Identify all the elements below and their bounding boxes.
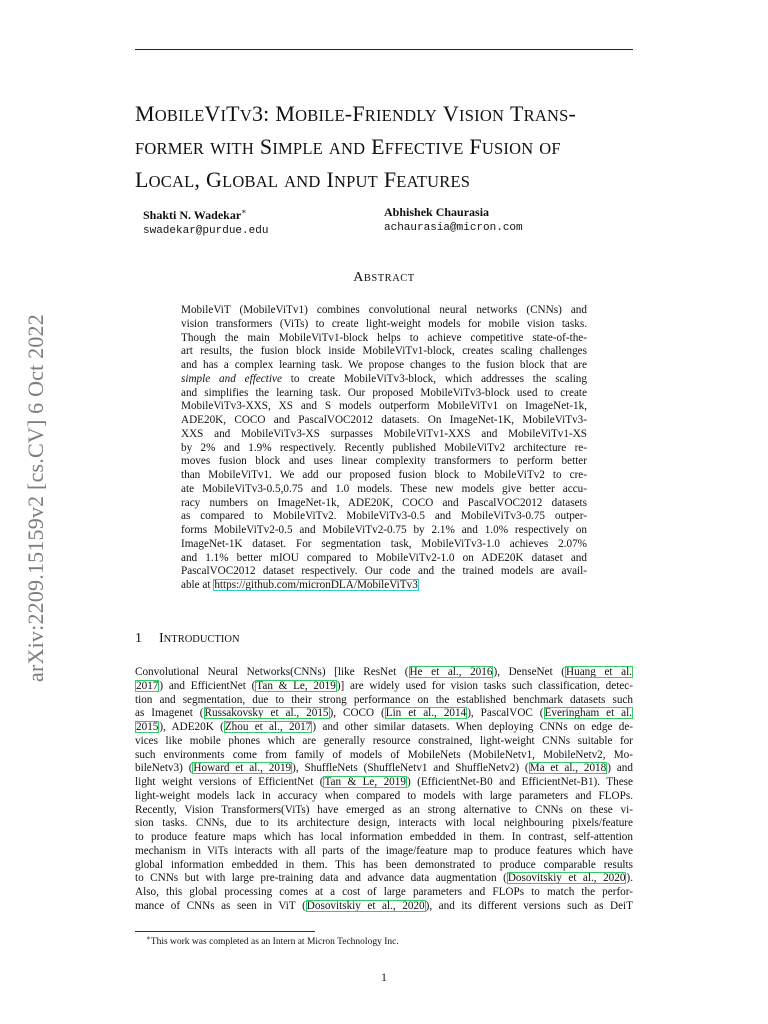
section-number: 1 (135, 631, 142, 646)
abstract-line: and simplifies the learning task. Our proposed MobileViTv3-block used to create (181, 386, 587, 399)
body-line: tion and segmentation, due to their strong performance on the established benchmark datasets such (135, 693, 633, 706)
author-name: Abhishek Chaurasia (384, 205, 490, 219)
citation-link[interactable]: Howard et al., 2019 (193, 762, 292, 775)
body-line: to produce feature maps which has local information embedded in them. In contrast, self-attention (135, 831, 633, 843)
title-line: MOBILEVITV3: MOBILE-FRIENDLY VISION TRANS- (135, 101, 577, 126)
citation-link[interactable]: Huang et al. (566, 666, 632, 678)
abstract (181, 304, 587, 593)
abstract-line: Though the main MobileViTv1-block helps to achieve competitive state-of-the- (181, 331, 587, 344)
body-line: as Imagenet (Russakovsky et al., 2015), COCO (Lin et al., 2014), PascalVOC (Everingham et al. (135, 707, 633, 720)
section-heading (135, 631, 240, 647)
abstract-line: PascalVOC2012 dataset respectively. Our code and the trained models are avail- (181, 565, 587, 578)
citation-link[interactable]: Tan & Le, 2019 (324, 776, 406, 788)
footnote: ∗This work was completed as an Intern at Micron Technology Inc. (146, 934, 399, 948)
citation-link[interactable]: 2015 (136, 721, 159, 733)
body-line: light-weight models lack in accuracy when compared to models with large parameters and FLOPs. (135, 789, 633, 802)
citation-link[interactable]: Tan & Le, 2019 (256, 679, 336, 692)
body-line: 2017) and EfficientNet (Tan & Le, 2019)] are widely used for vision tasks such classification, detec- (136, 679, 633, 692)
body-line: sion tasks. CNNs, due to its architecture design, interacts with local neighbouring pixels/feature (135, 817, 633, 830)
arxiv-identifier: arXiv:2209.15159v2 [cs.CV] 6 Oct 2022 (23, 314, 48, 682)
abstract-line: MobileViT (MobileViTv1) combines convolutional neural networks (CNNs) and (181, 304, 587, 316)
abstract-line: and 1.1% better mIOU compared to MobileViTv2-1.0 on ADE20K dataset and (181, 551, 587, 564)
citation-link[interactable]: Dosovitskiy et al., 2020 (507, 872, 626, 885)
author-block (384, 205, 523, 236)
abstract-line: as compared to MobileViTv2. MobileViTv3-0.5 and MobileViTv3-0.75 outper- (181, 510, 587, 523)
author-name: Shakti N. Wadekar∗ (143, 207, 247, 222)
citation-link[interactable]: Zhou et al., 2017 (224, 721, 312, 733)
abstract-line: and has a complex learning task. We propose changes to the fusion block that are (181, 359, 587, 371)
body-line: to CNNs but with large pre-training data and advance data augmentation (Dosovitskiy et al., 2020). (135, 872, 633, 885)
abstract-line: XXS and MobileViTv3-XS surpasses MobileViTv1-XXS and MobileViTv1-XS (181, 427, 587, 440)
abstract-heading: ABSTRACT (353, 270, 415, 285)
body-line: such environments come from family of models of MobileNets (MobileNetv1, MobileNetv2, Mo- (135, 748, 633, 761)
body-line: mechanism in ViTs interacts with all parts of the image/feature map to produce features which have (135, 844, 633, 857)
abstract-line: ADE20K, COCO and PascalVOC2012 datasets. On ImageNet-1K, MobileViTv3- (181, 414, 587, 426)
footnote-rule (135, 931, 315, 932)
body-line: bileNetv3) (Howard et al., 2019), ShuffleNets (ShuffleNetv1 and ShuffleNetv2) (Ma et al., 2018) and (135, 762, 633, 775)
body-line: vices like mobile phones which are generally resource constrained, light-weight CNNs suitable for (135, 734, 633, 747)
section-title: INTRODUCTION (159, 631, 240, 646)
body-line: Recently, Vision Transformers(ViTs) have emerged as an strong alternative to CNNs on these vi- (135, 803, 633, 816)
introduction-text (135, 666, 633, 914)
citation-link[interactable]: Russakovsky et al., 2015 (204, 707, 329, 720)
body-line: 2015), ADE20K (Zhou et al., 2017) and other similar datasets. When deploying CNNs on edge de- (136, 721, 634, 733)
abstract-line: MobileViTv3-XXS, XS and S models outperform MobileViTv1 on ImageNet-1k, (181, 400, 587, 413)
citation-link[interactable]: He et al., 2016 (409, 666, 493, 678)
abstract-line: moves fusion block and uses linear complexity transformers to perform better (181, 455, 587, 468)
body-line: Also, this global processing comes at a cost of large parameters and FLOPs to match the perfor- (135, 886, 633, 898)
top-rule (135, 49, 633, 50)
abstract-line: able at https://github.com/micronDLA/MobileViTv3 (181, 579, 418, 591)
code-repository-link[interactable]: https://github.com/micronDLA/MobileViTv3 (214, 579, 418, 591)
abstract-line: simple and effective to create MobileViTv3-block, which addresses the scaling (181, 372, 587, 385)
citation-link[interactable]: Everingham et al. (544, 707, 633, 720)
citation-link[interactable]: Ma et al., 2018 (529, 762, 607, 775)
body-line: Convolutional Neural Networks(CNNs) [like ResNet (He et al., 2016), DenseNet (Huang et al. (135, 666, 632, 678)
paper-title (135, 98, 640, 197)
abstract-line: racy numbers on ImageNet-1k, ADE20K, COCO and PascalVOC2012 datasets (181, 496, 587, 509)
author-email[interactable]: achaurasia@micron.com (384, 222, 523, 234)
page-number: 1 (381, 972, 387, 984)
abstract-line: than MobileViTv1. We add our proposed fusion block to MobileViTv2 to cre- (181, 469, 587, 481)
body-line: global information embedded in them. This has been demonstrated to produce comparable results (135, 858, 633, 871)
body-line: mance of CNNs as seen in ViT (Dosovitskiy et al., 2020), and its different versions such as DeiT (135, 899, 634, 912)
author-block (143, 205, 268, 239)
abstract-line: forms MobileViTv2-0.5 and MobileViTv2-0.75 by 2.1% and 1.0% respectively on (181, 524, 587, 536)
abstract-line: by 2% and 1.9% respectively. Recently published MobileViTv2 architecture re- (181, 441, 587, 454)
abstract-line: ImageNet-1K dataset. For segmentation task, MobileViTv3-1.0 achieves 2.07% (181, 537, 587, 550)
abstract-line: ate MobileViTv3-0.5,0.75 and 1.0 models. These new models give better accu- (181, 482, 587, 495)
citation-link[interactable]: 2017 (136, 679, 159, 692)
body-line: light weight versions of EfficientNet (Tan & Le, 2019) (EfficientNet-B0 and EfficientNet-B1). These (135, 776, 633, 788)
abstract-line: vision transformers (ViTs) to create light-weight models for mobile vision tasks. (181, 317, 587, 330)
abstract-line: art results, the fusion block inside MobileViTv1-block, creates scaling challenges (181, 345, 587, 358)
title-line: LOCAL, GLOBAL AND INPUT FEATURES (135, 167, 471, 192)
citation-link[interactable]: Lin et al., 2014 (385, 707, 467, 720)
author-email[interactable]: swadekar@purdue.edu (143, 225, 269, 237)
citation-link[interactable]: Dosovitskiy et al., 2020 (306, 899, 425, 912)
title-line: FORMER WITH SIMPLE AND EFFECTIVE FUSION OF (135, 134, 561, 159)
